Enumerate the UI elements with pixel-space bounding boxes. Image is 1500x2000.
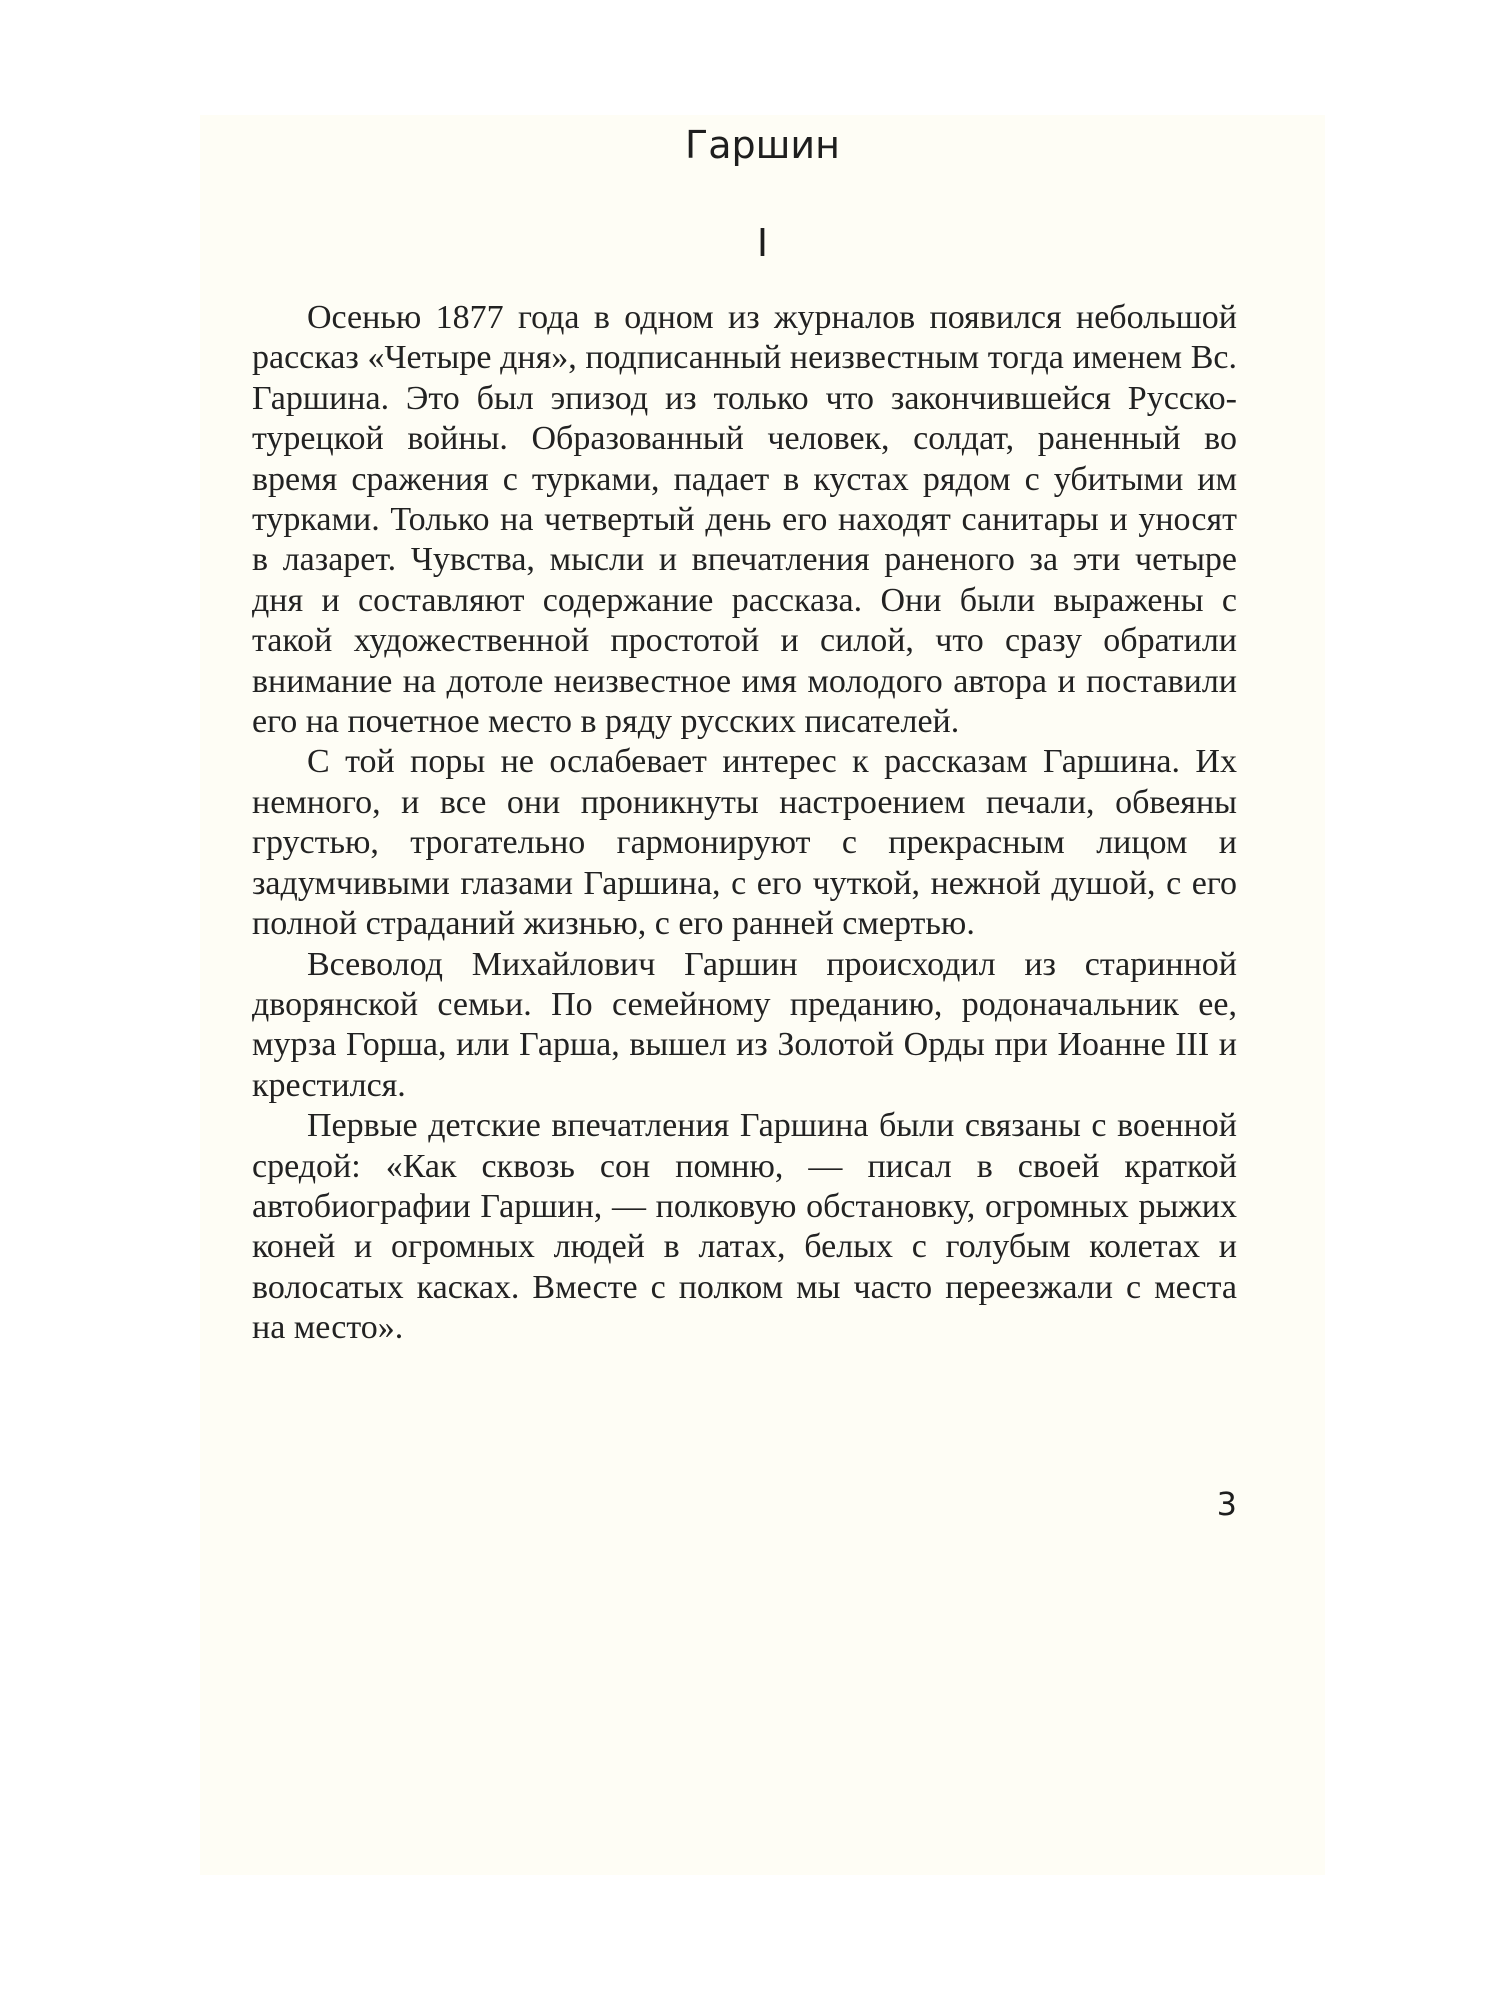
- paragraph: Первые детские впечатления Гаршина были связаны с военной средой: «Как сквозь сон помню, — писал в своей краткой автобиографии Гаршин, — полковую обстановку, огромных рыжих коней и огромных людей в латах, белых с голубым колетах и волосатых касках. Вместе с полком мы часто переезжали с места на место».: [252, 1107, 1237, 1347]
- body-text: [252, 298, 1237, 1349]
- book-page: [200, 115, 1325, 1875]
- paragraph: Осенью 1877 года в одном из журналов появился небольшой рассказ «Четыре дня», подписанный неизвестным тогда именем Вс. Гаршина. Это был эпизод из только что закончившейся Русско-турецкой войны. Образованный человек, солдат, раненный во время сражения с турками, падает в кустах рядом с убитыми им турками. Только на четвертый день его находят санитары и уносят в лазарет. Чувства, мысли и впечатления раненого за эти четыре дня и составляют содержание рассказа. Они были выражены с такой художественной простотой и силой, что сразу обратили внимание на дотоле неизвестное имя молодого автора и поставили его на почетное место в ряду русских писателей.: [252, 299, 1237, 741]
- paragraph: Всеволод Михайлович Гаршин происходил из старинной дворянской семьи. По семейному преданию, родоначальник ее, мурза Горша, или Гарша, вышел из Золотой Орды при Иоанне III и крестился.: [252, 945, 1237, 1104]
- page-number: 3: [1216, 1485, 1237, 1523]
- paragraph: С той поры не ослабевает интерес к рассказам Гаршина. Их немного, и все они проникнуты настроением печали, обвеяны грустью, трогательно гармонируют с прекрасным лицом и задумчивыми глазами Гаршина, с его чуткой, нежной душой, с его полной страданий жизнью, с его ранней смертью.: [252, 743, 1237, 943]
- running-title: Гаршин: [685, 123, 840, 167]
- chapter-number: I: [756, 221, 769, 265]
